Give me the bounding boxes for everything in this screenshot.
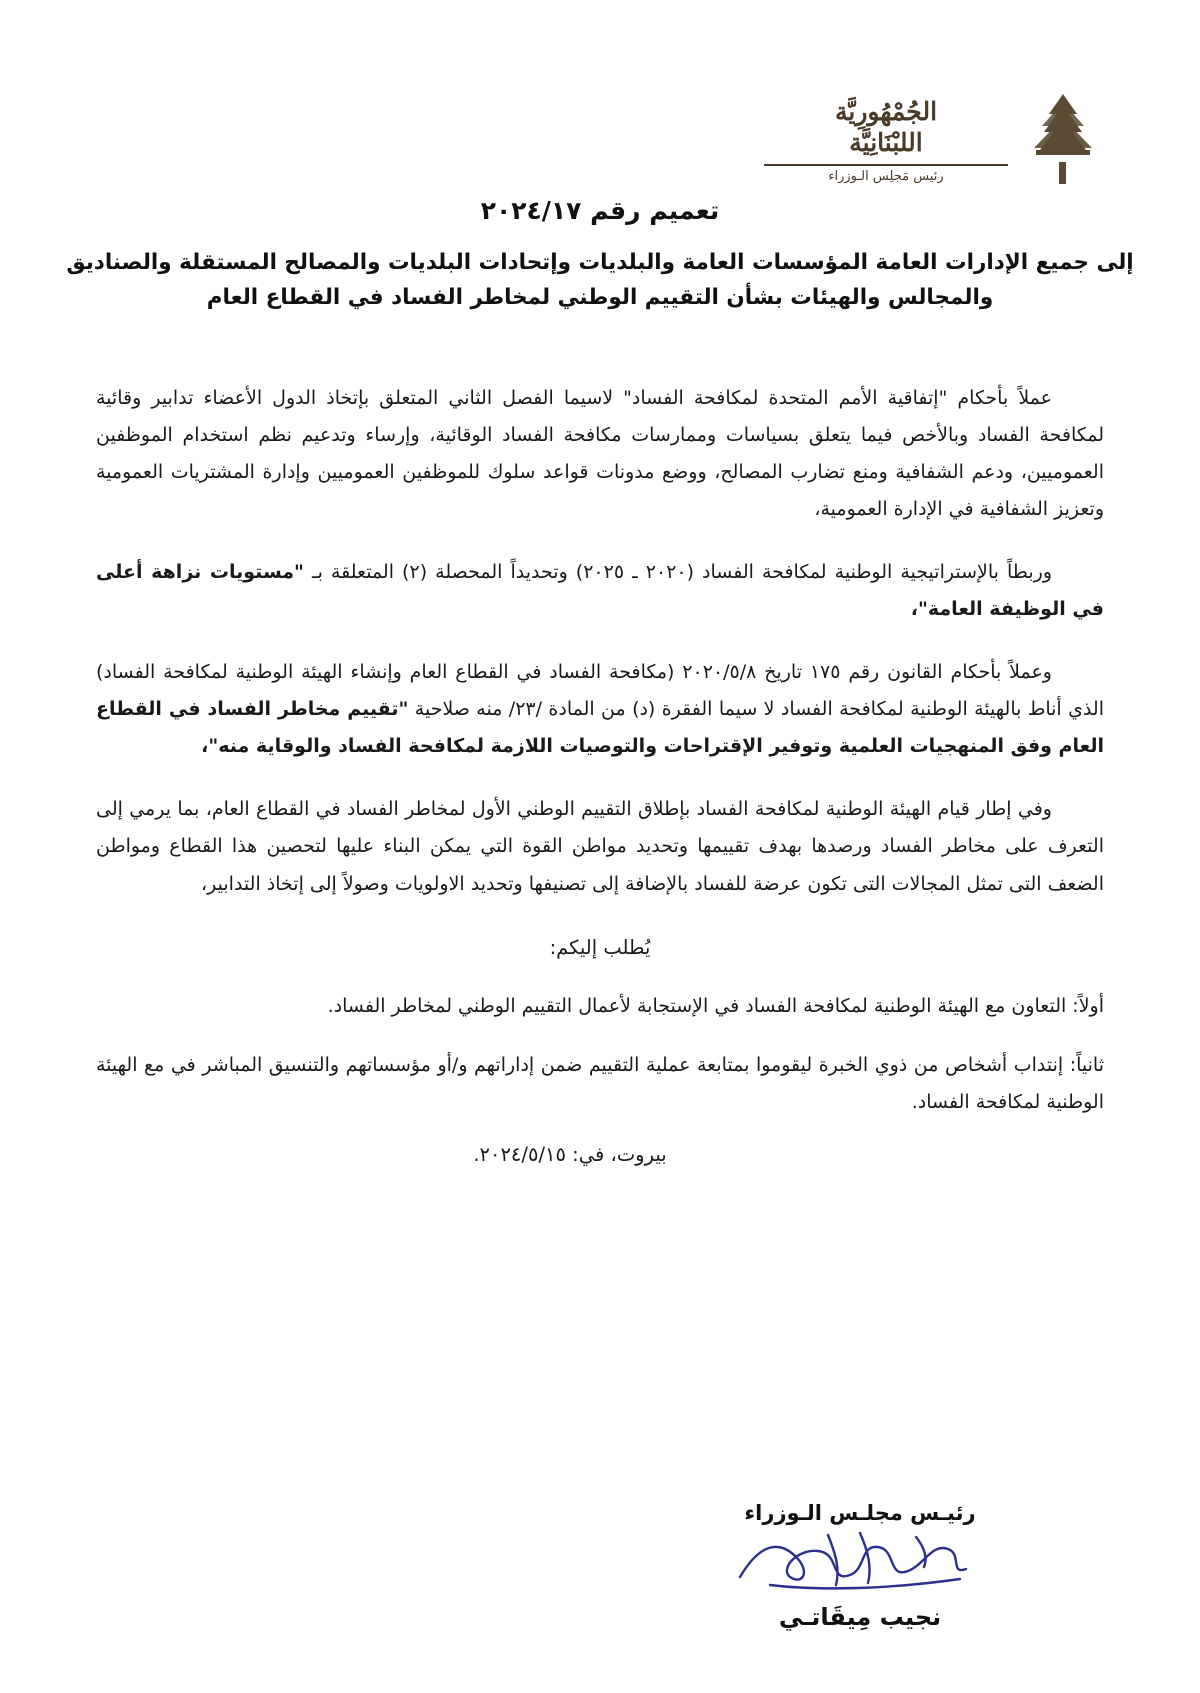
- paragraph-2-text: وربطاً بالإستراتيجية الوطنية لمكافحة الفساد (٢٠٢٠ ـ ٢٠٢٥) وتحديداً المحصلة (٢) المتعلقة بـ: [312, 561, 1052, 584]
- dateline: بيروت، في: ٢٠٢٤/٥/١٥.: [473, 1142, 667, 1166]
- addressee-block: [62, 245, 1138, 316]
- circular-number: تعميم رقم ٢٠٢٤/١٧: [480, 196, 720, 225]
- paragraph-3: [96, 654, 1104, 765]
- paragraph-3-quote: "تقييم مخاطر الفساد في القطاع العام وفق المنهجيات العلمية وتوفير الإقتراحات والتوصيات اللازمة لمكافحة الفساد والوقاية منه"،: [96, 698, 1104, 758]
- request-line: يُطلب إليكم:: [549, 935, 651, 959]
- paragraph-2: [96, 554, 1104, 628]
- document-body: [96, 380, 1104, 1166]
- request-item-1: أولاً: التعاون مع الهيئة الوطنية لمكافحة الفساد في الإستجابة لأعمال التقييم الوطني لمخاطر الفساد.: [327, 994, 1104, 1017]
- republic-line-1: الجُمْهُورِيَّة: [834, 97, 938, 126]
- addressee-line-1: إلى جميع الإدارات العامة المؤسسات العامة والبلديات وإتحادات البلديات والمصالح المستقلة والصناديق: [66, 250, 1134, 275]
- paragraph-3-text: وعملاً بأحكام القانون رقم ١٧٥ تاريخ ٢٠٢٠/٥/٨ (مكافحة الفساد في القطاع العام وإنشاء الهيئة الوطنية لمكافحة الفساد) الذي أناط بالهيئة الوطنية لمكافحة الفساد لا سيما الفقرة (د) من المادة /٢٣/ منه صلاحية: [96, 661, 1105, 721]
- signature-block: [700, 1501, 1020, 1631]
- letterhead-text: [764, 92, 1008, 184]
- signatory-name: نجيب مِيقَاتـي: [778, 1603, 942, 1631]
- paragraph-4-text: وفي إطار قيام الهيئة الوطنية لمكافحة الفساد بإطلاق التقييم الوطني الأول لمخاطر الفساد في القطاع العام، بما يرمي إلى التعرف على مخاطر الفساد ورصدها بهدف تقييمها وتحديد مواطن القوة التي يمكن البناء عليها لتحصين هذا القطاع ومواطن الضعف التى تمثل المجالات التى تكون عرضة للفساد بالإضافة إلى تصنيفها وتحديد الاولويات وصولاً إلى إتخاذ التدابير،: [96, 798, 1104, 895]
- request-item-2: ثانياً: إنتداب أشخاص من ذوي الخبرة ليقوموا بمتابعة عملية التقييم ضمن إداراتهم و/أو مؤسساتهم والتنسيق المباشر في مع الهيئة الوطنية لمكافحة الفساد.: [96, 1053, 1104, 1113]
- handwritten-signature-icon: [700, 1525, 1020, 1603]
- republic-line-2: اللبْنَانِيَّة: [849, 128, 923, 158]
- letterhead-divider: [764, 164, 1008, 166]
- addressee-line-2: والمجالس والهيئات بشأن التقييم الوطني لمخاطر الفساد في القطاع العام: [206, 285, 994, 311]
- paragraph-4: [96, 791, 1104, 902]
- letterhead: [764, 92, 1104, 187]
- paragraph-2-quote: "مستويات نزاهة أعلى في الوظيفة العامة"،: [96, 561, 1104, 621]
- letterhead-subtitle: رئيس مَجلِس الـوزراء: [828, 168, 944, 184]
- paragraph-1-text: عملاً بأحكام "إتفاقية الأمم المتحدة لمكافحة الفساد" لاسيما الفصل الثاني المتعلق بإتخاذ الدول الأعضاء تدابير وقائية لمكافحة الفساد وبالأخص فيما يتعلق بسياسات وممارسات مكافحة الفساد الوقائية، وإرساء وتدعيم نظم استخدام الموظفين العموميين، ودعم الشفافية ومنع تضارب المصالح، ووضع مدونات قواعد سلوك للموظفين العموميين وإدارة المشتريات العمومية وتعزيز الشفافية في الإدارة العمومية،: [96, 387, 1104, 521]
- lebanon-cedar-icon: [1022, 92, 1104, 187]
- signatory-title: رئيـس مجلـس الـوزراء: [744, 1501, 976, 1525]
- paragraph-1: [96, 380, 1104, 528]
